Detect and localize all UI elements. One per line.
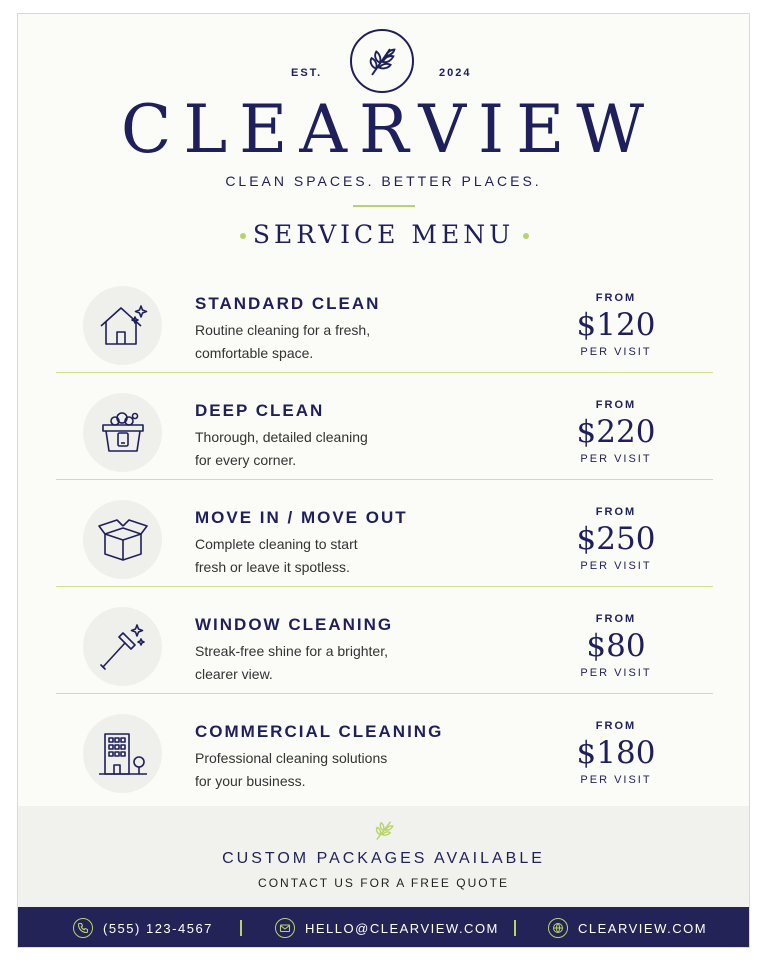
house-icon [95, 298, 151, 354]
price-block [566, 613, 666, 679]
price-from-label: FROM [595, 292, 637, 304]
service-description [195, 747, 435, 793]
box-icon [95, 512, 151, 568]
phone-icon [73, 918, 93, 938]
leaf-icon [363, 42, 401, 80]
tagline: CLEAN SPACES. BETTER PLACES. [225, 173, 542, 189]
service-menu-flyer [17, 13, 750, 948]
service-name: DEEP CLEAN [195, 401, 325, 420]
est-label: EST. [291, 67, 323, 79]
custom-packages-title: CUSTOM PACKAGES AVAILABLE [222, 850, 545, 867]
brand-name: CLEARVIEW [120, 91, 657, 168]
price-from-label: FROM [595, 613, 637, 625]
service-description-line: comfortable space. [195, 345, 314, 361]
price-from-label: FROM [595, 720, 637, 732]
service-price: $220 [576, 414, 656, 450]
service-row-move-in-move-out [56, 480, 713, 587]
service-icon-circle [83, 286, 162, 365]
service-name: MOVE IN / MOVE OUT [195, 508, 408, 527]
service-description-line: Routine cleaning for a fresh, [195, 322, 371, 338]
service-menu-title: SERVICE MENU [252, 220, 515, 249]
service-description-line: Streak-free shine for a brighter, [195, 643, 388, 659]
globe-icon [548, 918, 568, 938]
website-url: CLEARVIEW.COM [578, 920, 708, 936]
service-name: WINDOW CLEANING [195, 615, 394, 634]
service-description [195, 640, 435, 686]
mail-icon [275, 918, 295, 938]
service-description [195, 533, 435, 579]
service-icon-circle [83, 714, 162, 793]
service-description-line: for your business. [195, 773, 306, 789]
footer-divider [240, 920, 242, 936]
bucket-icon [95, 405, 151, 461]
price-per-visit-label: PER VISIT [580, 560, 652, 572]
service-description-line: Thorough, detailed cleaning [195, 429, 368, 445]
service-list [56, 266, 713, 800]
price-block [566, 506, 666, 572]
footer-phone[interactable] [73, 907, 213, 948]
service-row-commercial-cleaning [56, 694, 713, 800]
service-price: $80 [586, 628, 646, 664]
price-from-label: FROM [595, 399, 637, 411]
service-description [195, 319, 435, 365]
price-from-label: FROM [595, 506, 637, 518]
service-description-line: clearer view. [195, 666, 273, 682]
price-per-visit-label: PER VISIT [580, 774, 652, 786]
price-per-visit-label: PER VISIT [580, 346, 652, 358]
service-description-line: Complete cleaning to start [195, 536, 358, 552]
sprig-icon [372, 817, 398, 843]
service-description-line: for every corner. [195, 452, 297, 468]
footer-email[interactable] [275, 907, 499, 948]
footer-divider [514, 920, 516, 936]
price-block [566, 720, 666, 786]
phone-number: (555) 123-4567 [103, 920, 213, 936]
service-price: $120 [576, 307, 656, 343]
email-address: HELLO@CLEARVIEW.COM [305, 920, 499, 936]
service-icon-circle [83, 500, 162, 579]
title-dot-right [523, 233, 529, 239]
service-description-line: fresh or leave it spotless. [195, 559, 350, 575]
custom-packages-section [18, 806, 749, 907]
service-row-window-cleaning [56, 587, 713, 694]
squeegee-icon [95, 619, 151, 675]
service-row-standard-clean [56, 266, 713, 373]
service-name: STANDARD CLEAN [195, 294, 381, 313]
service-row-deep-clean [56, 373, 713, 480]
service-price: $250 [576, 521, 656, 557]
service-description-line: Professional cleaning solutions [195, 750, 388, 766]
service-description [195, 426, 435, 472]
footer-website[interactable] [548, 907, 707, 948]
price-block [566, 399, 666, 465]
est-year: 2024 [439, 67, 472, 79]
logo-badge [350, 29, 414, 93]
price-per-visit-label: PER VISIT [580, 667, 652, 679]
building-icon [95, 726, 151, 782]
custom-leaf-wrap [372, 817, 398, 848]
price-per-visit-label: PER VISIT [580, 453, 652, 465]
price-block [566, 292, 666, 358]
service-price: $180 [576, 735, 656, 771]
service-name: COMMERCIAL CLEANING [195, 722, 444, 741]
tagline-divider [353, 205, 415, 207]
service-icon-circle [83, 393, 162, 472]
service-icon-circle [83, 607, 162, 686]
custom-packages-subtitle: CONTACT US FOR A FREE QUOTE [258, 876, 509, 890]
contact-footer [18, 907, 749, 948]
